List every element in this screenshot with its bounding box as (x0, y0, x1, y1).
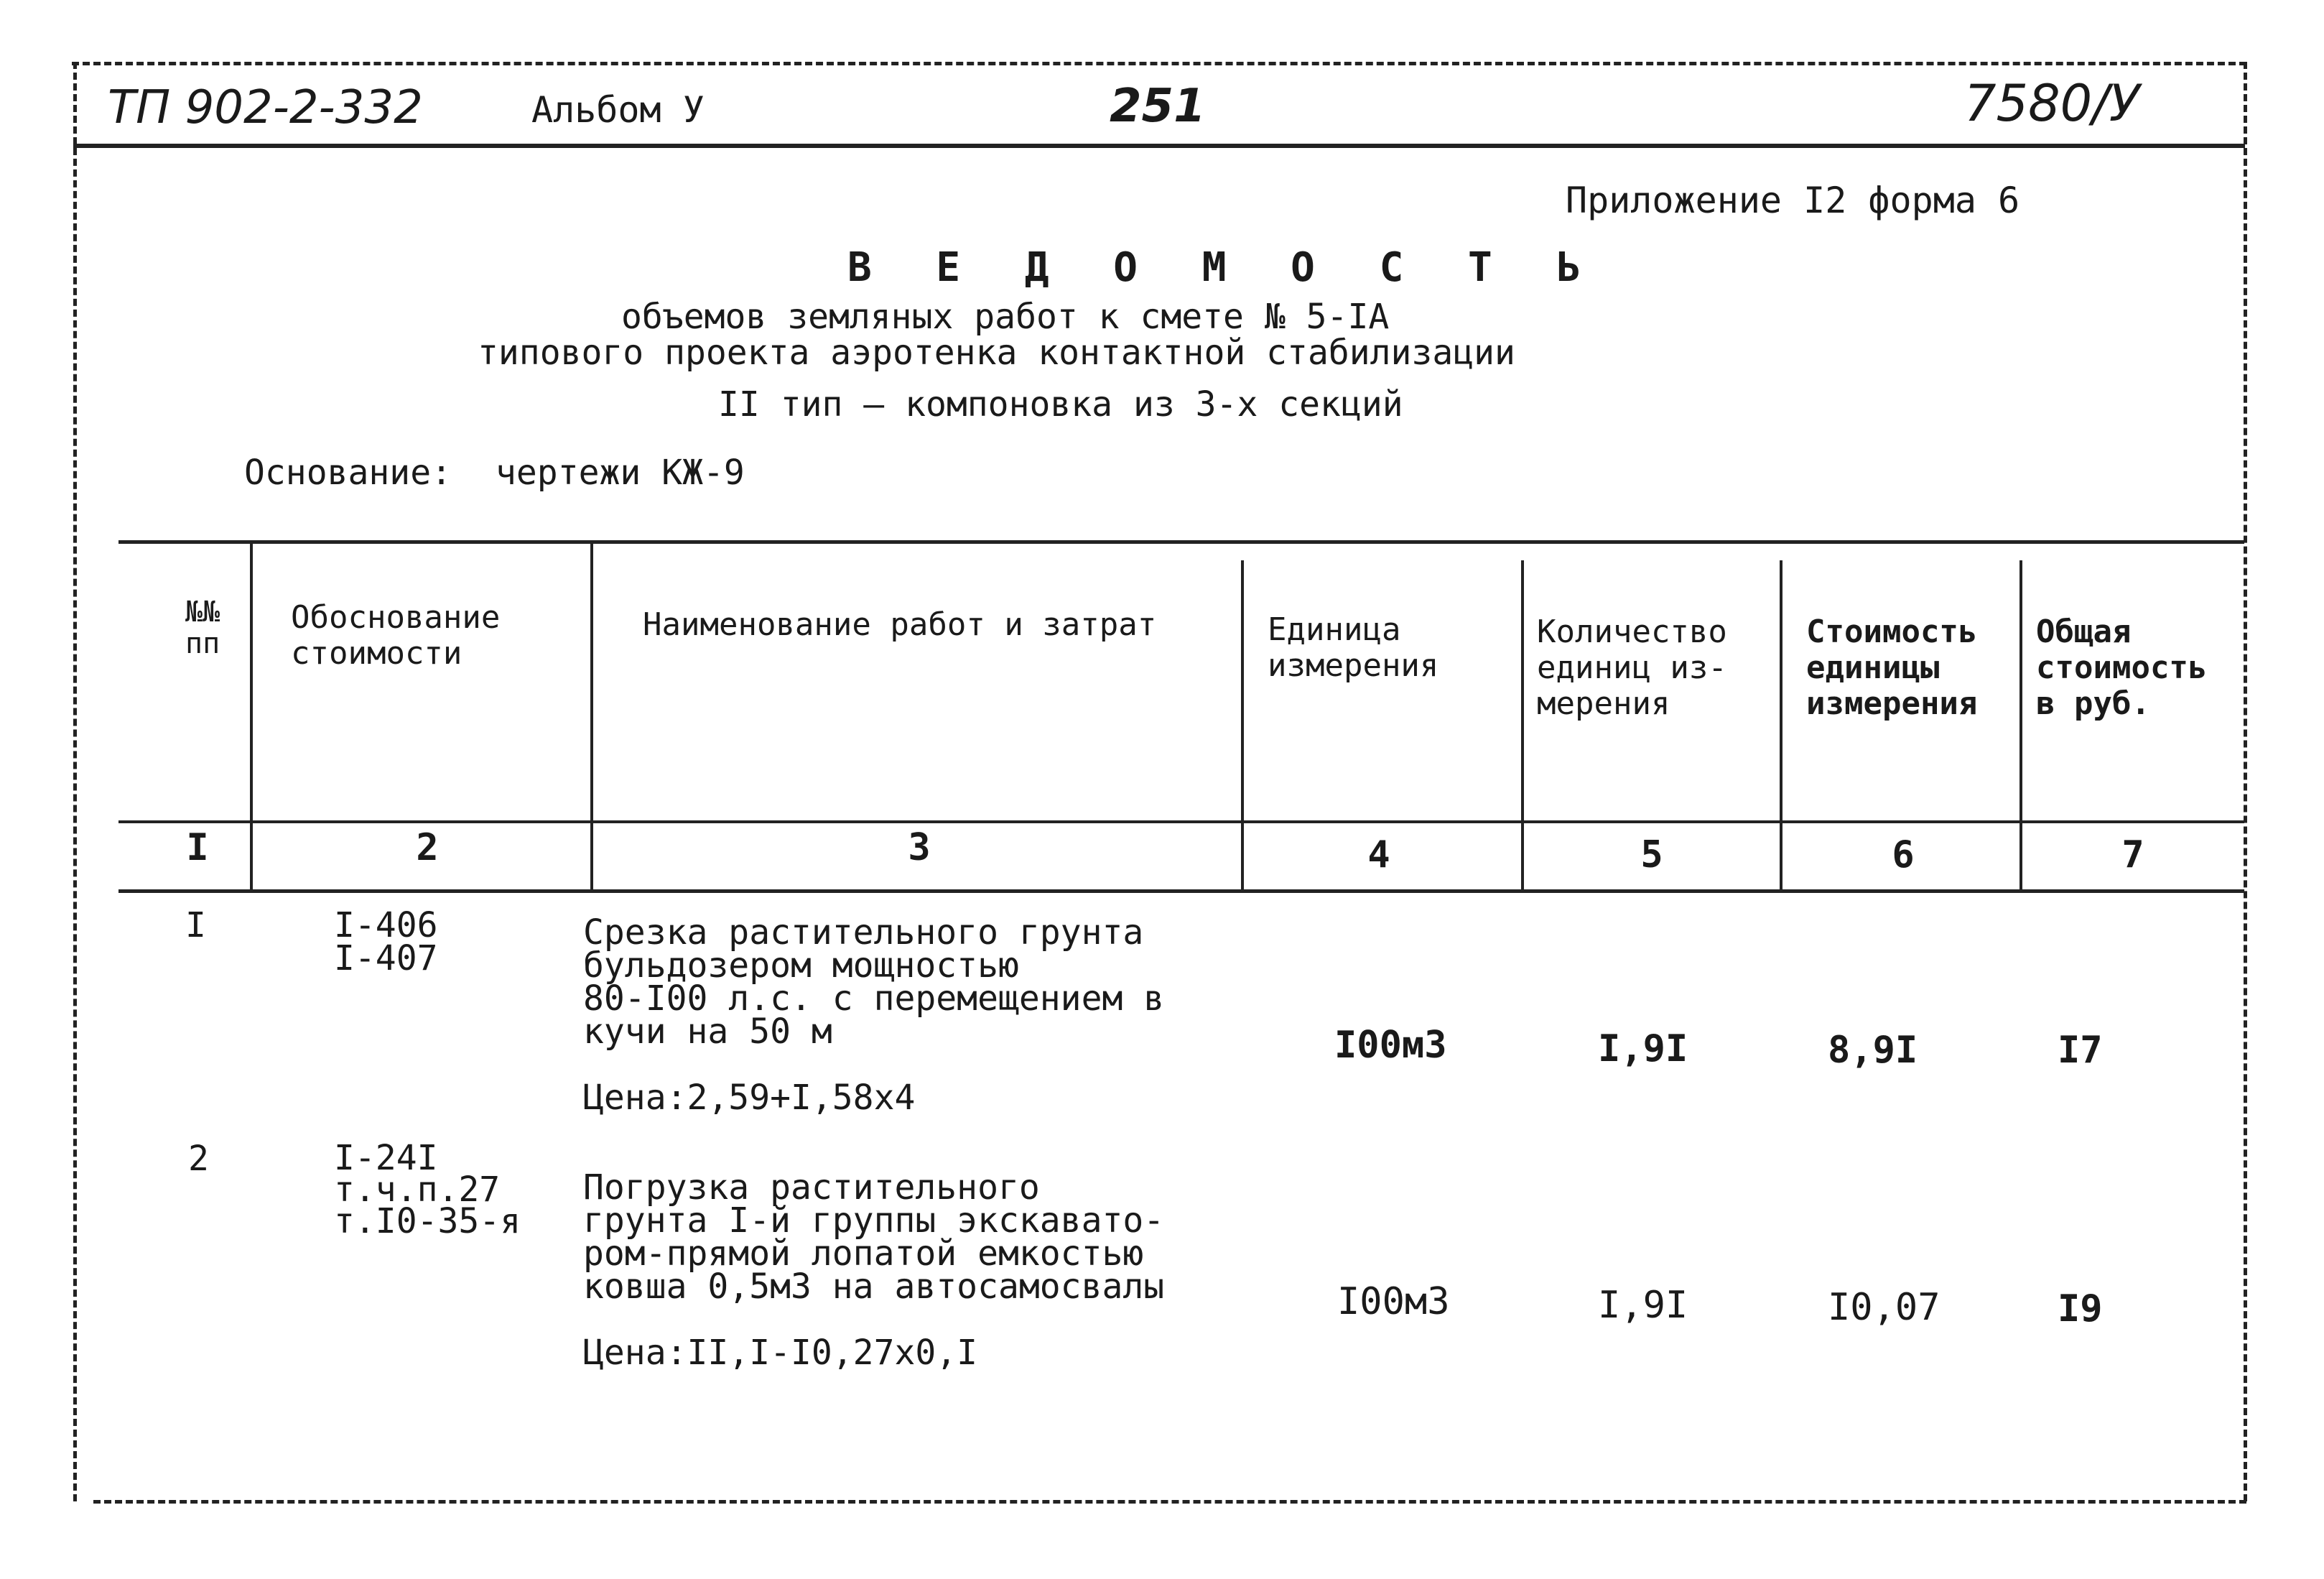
col-divider-3 (1241, 560, 1244, 891)
header-separator (73, 144, 2245, 148)
col-divider-6 (2019, 560, 2022, 891)
col-divider-4 (1521, 560, 1524, 891)
col-header-unit-cost: Стоимость единицы измерения (1806, 613, 1978, 722)
table-header-rule (118, 820, 2244, 823)
row-work-name: Срезка растительного грунта бульдозером мощностью 80-I00 л.с. с перемещением в кучи на 50 м (583, 912, 1165, 1052)
row-total: I7 (2058, 1029, 2103, 1072)
row-work-name: Погрузка растительного грунта I-й группы экскавато- ром-прямой лопатой емкостью ковша 0,5м3 на автосамосвалы (583, 1167, 1165, 1307)
col-header-total: Общая стоимость в руб. (2036, 613, 2208, 722)
row-number: I (185, 905, 206, 945)
col-header-num: №№ пп (185, 596, 220, 660)
row-unit-cost: 8,9I (1828, 1029, 1918, 1072)
row-unit-cost: I0,07 (1828, 1286, 1940, 1329)
row-basis: I-24I т.ч.п.27 т.I0-35-я (334, 1138, 521, 1241)
row-quantity: I,9I (1598, 1284, 1688, 1327)
frame-right-border (2244, 62, 2247, 1501)
col-divider-1 (250, 540, 253, 891)
col-number-7: 7 (2121, 833, 2144, 876)
row-unit: I00м3 (1337, 1280, 1450, 1323)
col-number-5: 5 (1640, 833, 1663, 876)
col-header-basis: Обоснование стоимости (291, 599, 501, 672)
subtitle-line-2: типового проекта аэротенка контактной стабилизации (478, 333, 1515, 373)
album-label: Альбом У (531, 89, 705, 131)
col-number-1: I (186, 826, 209, 869)
subtitle-line-1: объемов земляных работ к смете № 5-IА (621, 297, 1390, 337)
row-total: I9 (2058, 1287, 2103, 1330)
project-code: ТП 902-2-332 (108, 81, 423, 134)
col-divider-5 (1780, 560, 1782, 891)
basis-value: чертежи КЖ-9 (496, 453, 745, 493)
col-number-4: 4 (1367, 833, 1390, 876)
table-top-rule (118, 540, 2244, 544)
col-number-6: 6 (1892, 833, 1915, 876)
frame-bottom-border (93, 1500, 2246, 1504)
col-number-2: 2 (416, 826, 439, 869)
col-number-3: 3 (908, 826, 931, 869)
document-title: В Е Д О М О С Т Ь (847, 244, 1602, 291)
appendix-label: Приложение I2 форма 6 (1566, 180, 2020, 221)
col-header-unit: Единица измерения (1268, 611, 1439, 684)
row-price-note: Цена:2,59+I,58х4 (583, 1078, 916, 1118)
subtitle-line-3: II тип – компоновка из 3-х секций (718, 384, 1403, 425)
sheet-code: 7580/У (1964, 74, 2140, 133)
row-number: 2 (188, 1139, 209, 1179)
col-header-name: Наименование работ и затрат (643, 606, 1157, 643)
row-basis: I-406 I-407 (334, 905, 438, 978)
col-header-quantity: Количество единиц из- мерения (1537, 613, 1727, 722)
frame-left-border (73, 62, 77, 1501)
row-quantity: I,9I (1598, 1027, 1688, 1070)
row-price-note: Цена:II,I-I0,27х0,I (583, 1333, 978, 1373)
basis-label: Основание: (244, 453, 452, 493)
frame-top-border (72, 62, 2246, 65)
col-divider-2 (590, 540, 593, 891)
page-number: 251 (1110, 80, 1206, 133)
row-unit: I00м3 (1334, 1024, 1447, 1067)
table-colnum-rule (118, 889, 2244, 893)
